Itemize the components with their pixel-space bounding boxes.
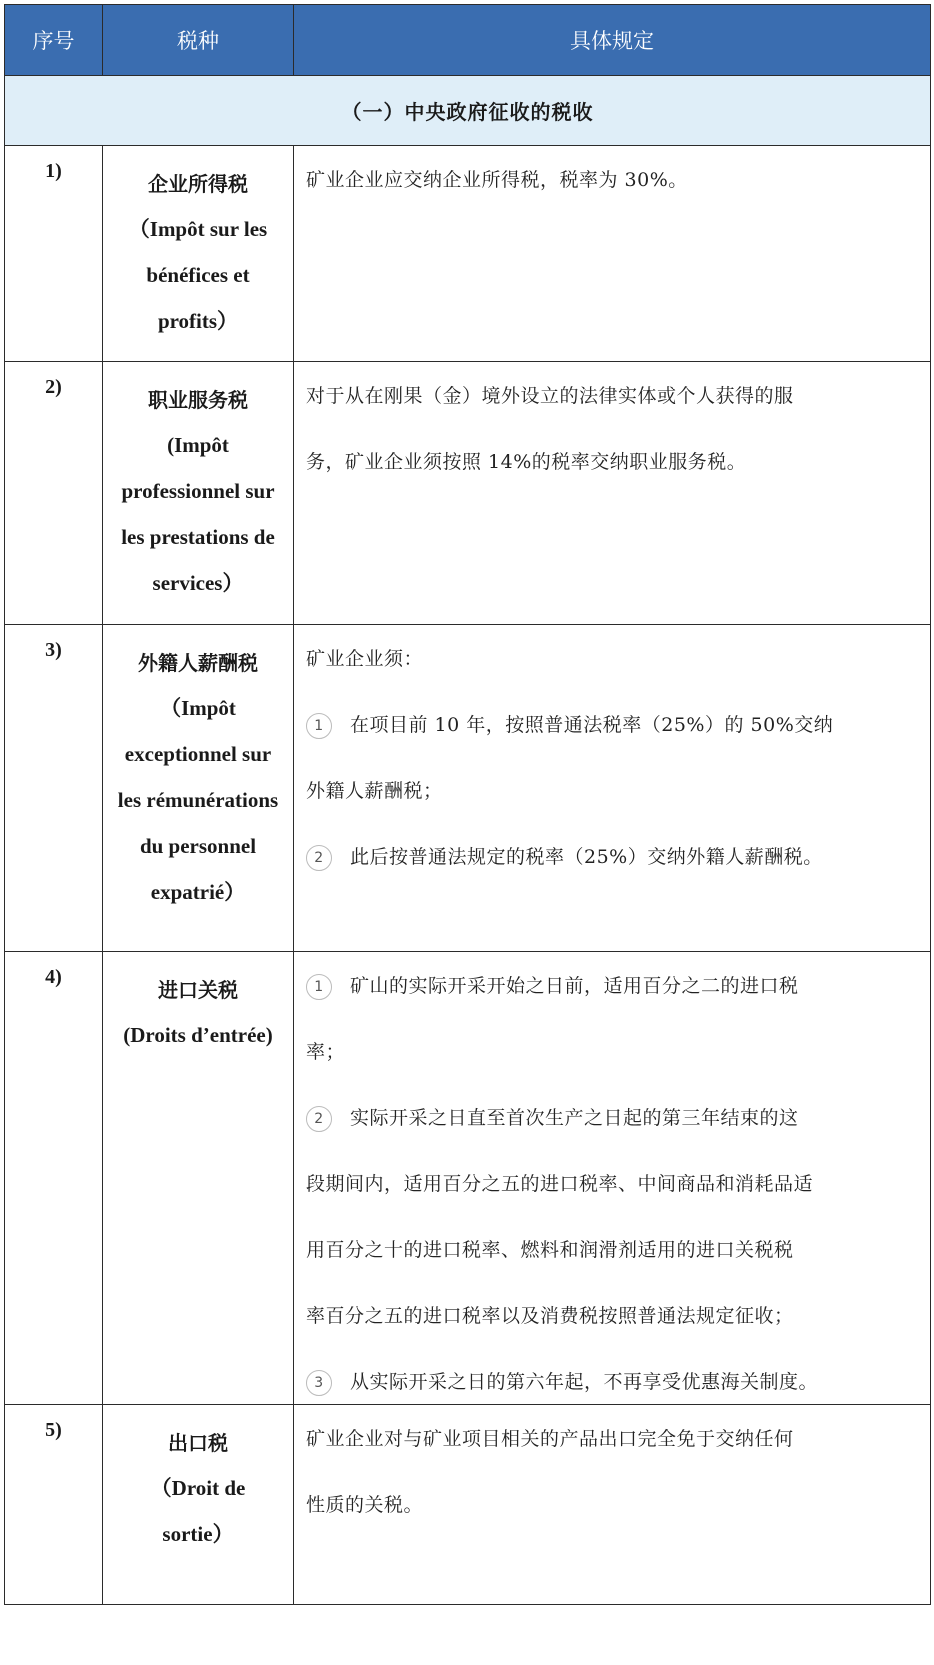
- list-item-text: 从实际开采之日的第六年起，不再享受优惠海关制度。: [350, 1371, 819, 1393]
- list-item-continuation: 段期间内，适用百分之五的进口税率、中间商品和消耗品适: [306, 1173, 814, 1195]
- list-item-continuation: 用百分之十的进口税率、燃料和润滑剂适用的进口关税税: [306, 1239, 794, 1261]
- tax-name-fr: services）: [152, 571, 244, 595]
- rule-text: 务，矿业企业须按照 14%的税率交纳职业服务税。: [306, 451, 747, 473]
- tax-name-cell: [103, 625, 294, 952]
- tax-name-cell: [103, 1405, 294, 1605]
- tax-name-fr: expatrié）: [150, 880, 246, 904]
- circled-number-icon: 1: [306, 713, 332, 739]
- tax-name-cn: 职业服务税: [148, 388, 248, 412]
- row-number: 2): [5, 362, 103, 625]
- tax-name-cn: 企业所得税: [148, 172, 248, 196]
- table-row: [5, 1405, 931, 1605]
- tax-name-cn: 出口税: [168, 1431, 228, 1455]
- list-item: [306, 707, 918, 743]
- list-item-text: 此后按普通法规定的税率（25%）交纳外籍人薪酬税。: [350, 846, 823, 868]
- circled-number-icon: 1: [306, 974, 332, 1000]
- section-row: [5, 76, 931, 146]
- table-row: [5, 625, 931, 952]
- tax-table: [4, 4, 931, 1605]
- rule-cell: [294, 625, 931, 952]
- tax-name-fr: (Droits d’entrée): [123, 1023, 273, 1047]
- row-number: 5): [5, 1405, 103, 1605]
- circled-number-icon: 2: [306, 845, 332, 871]
- tax-name-fr: （Impôt: [160, 696, 236, 720]
- rule-text: 性质的关税。: [306, 1494, 424, 1516]
- table-row: [5, 362, 931, 625]
- tax-name-fr: （Droit de: [150, 1476, 246, 1500]
- table-row: [5, 952, 931, 1405]
- tax-name-fr: （Impôt sur les: [128, 217, 268, 241]
- list-item-text: 实际开采之日直至首次生产之日起的第三年结束的这: [350, 1107, 799, 1129]
- list-item: [306, 968, 918, 1004]
- rule-cell: [294, 952, 931, 1405]
- tax-name-fr: profits）: [157, 309, 239, 333]
- tax-name-fr: professionnel sur: [121, 479, 275, 503]
- list-item-continuation: 率；: [306, 1041, 346, 1063]
- header-tax-type: 税种: [103, 5, 294, 76]
- list-item-continuation: 率百分之五的进口税率以及消费税按照普通法规定征收；: [306, 1305, 794, 1327]
- header-specific-rules: 具体规定: [294, 5, 931, 76]
- tax-name-fr: (Impôt: [167, 433, 229, 457]
- rule-text: 矿业企业对与矿业项目相关的产品出口完全免于交纳任何: [306, 1428, 794, 1450]
- rule-text: 对于从在刚果（金）境外设立的法律实体或个人获得的服: [306, 385, 794, 407]
- tax-name-fr: les rémunérations: [117, 788, 279, 812]
- tax-name-fr: les prestations de: [121, 525, 275, 549]
- row-number: 4): [5, 952, 103, 1405]
- row-number: 1): [5, 146, 103, 362]
- header-serial-number: 序号: [5, 5, 103, 76]
- tax-name-cell: [103, 146, 294, 362]
- table-row: [5, 146, 931, 362]
- tax-name-cell: [103, 362, 294, 625]
- circled-number-icon: 2: [306, 1106, 332, 1132]
- section-title: （一）中央政府征收的税收: [5, 76, 931, 146]
- tax-name-fr: sortie）: [162, 1522, 234, 1546]
- tax-name-cell: [103, 952, 294, 1405]
- table-header-row: [5, 5, 931, 76]
- rule-text: 矿业企业应交纳企业所得税，税率为 30%。: [306, 169, 688, 191]
- list-item: [306, 1100, 918, 1136]
- tax-name-cn: 外籍人薪酬税: [138, 651, 258, 675]
- rule-cell: [294, 1405, 931, 1605]
- list-item: [306, 839, 918, 875]
- tax-name-fr: du personnel: [139, 834, 257, 858]
- rule-cell: [294, 362, 931, 625]
- tax-name-cn: 进口关税: [158, 978, 238, 1002]
- rule-cell: [294, 146, 931, 362]
- tax-name-fr: exceptionnel sur: [124, 742, 272, 766]
- row-number: 3): [5, 625, 103, 952]
- circled-number-icon: 3: [306, 1370, 332, 1396]
- list-item: [306, 1364, 918, 1400]
- tax-name-fr: bénéfices et: [146, 263, 250, 287]
- list-item-text: 在项目前 10 年，按照普通法税率（25%）的 50%交纳: [350, 714, 834, 736]
- rule-intro: 矿业企业须：: [306, 648, 424, 670]
- list-item-continuation: 外籍人薪酬税；: [306, 780, 443, 802]
- list-item-text: 矿山的实际开采开始之日前，适用百分之二的进口税: [350, 975, 799, 997]
